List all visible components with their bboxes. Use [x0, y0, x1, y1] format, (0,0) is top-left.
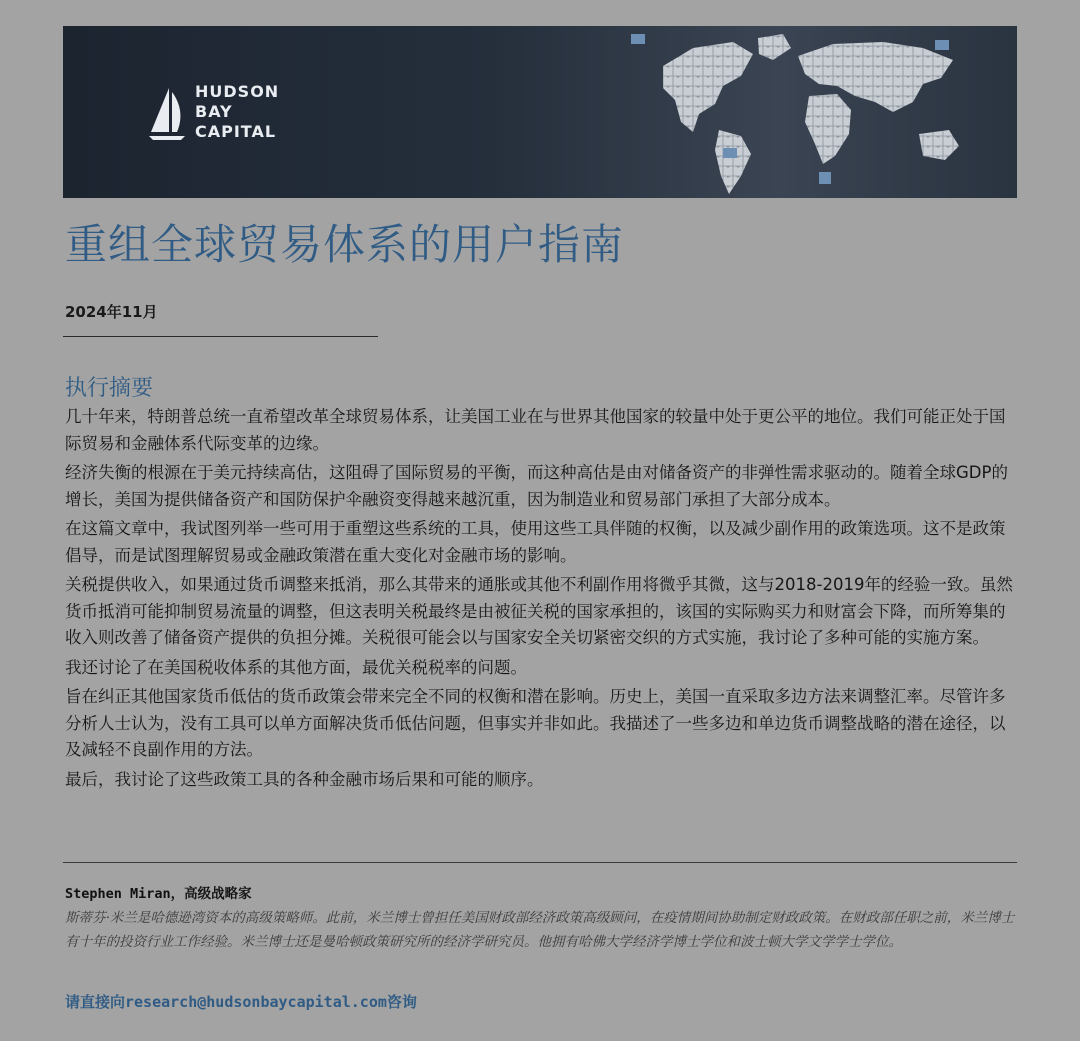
contact-email-link[interactable]: 请直接向research@hudsonbaycapital.com咨询 [65, 993, 417, 1011]
paragraph: 旨在纠正其他国家货币低估的货币政策会带来完全不同的权衡和潜在影响。历史上，美国一直采取多边方法来调整汇率。尽管许多分析人士认为，没有工具可以单方面解决货币低估问题，但事实并非如此。我描述了一些多边和单边货币调整战略的潜在途径，以及减轻不良副作用的方法。 [65, 687, 1006, 759]
paragraph: 我还讨论了在美国税收体系的其他方面，最优关税税率的问题。 [65, 657, 527, 677]
paragraph: 最后，我讨论了这些政策工具的各种金融市场后果和可能的顺序。 [65, 769, 544, 789]
paragraph: 关税提供收入，如果通过货币调整来抵消，那么其带来的通胀或其他不利副作用将微乎其微，这与2018-2019年的经验一致。虽然货币抵消可能抑制贸易流量的调整，但这表明关税最终是由被征关税的国家承担的，该国的实际购买力和财富会下降，而所筹集的收入则改善了储备资产提供的负担分摊。关税很可能会以与国家安全关切紧密交织的方式实施，我讨论了多种可能的实施方案。 [65, 575, 1013, 647]
section-title: 执行摘要 [65, 376, 154, 401]
publication-date: 2024年11月 [65, 303, 158, 321]
sailboat-icon [147, 86, 187, 142]
author-name: Stephen Miran，高级战略家 [65, 886, 252, 902]
header-banner [63, 26, 1017, 198]
logo-line: CAPITAL [195, 122, 277, 141]
document-title: 重组全球贸易体系的用户指南 [65, 220, 625, 269]
world-puzzle-map-icon [623, 26, 1017, 198]
logo-line: BAY [195, 102, 233, 121]
summary-body [65, 404, 1020, 796]
divider [63, 336, 378, 337]
divider [63, 862, 1017, 863]
author-bio: 斯蒂芬·米兰是哈德逊湾资本的高级策略师。此前，米兰博士曾担任美国财政部经济政策高级顾问，在疫情期间协助制定财政政策。在财政部任职之前，米兰博士有十年的投资行业工作经验。米兰博士还是曼哈顿政策研究所的经济学研究员。他拥有哈佛大学经济学博士学位和波士顿大学文学学士学位。 [65, 910, 1015, 950]
company-logo [147, 82, 287, 146]
paragraph: 在这篇文章中，我试图列举一些可用于重塑这些系统的工具，使用这些工具伴随的权衡，以及减少副作用的政策选项。这不是政策倡导，而是试图理解贸易或金融政策潜在重大变化对金融市场的影响。 [65, 519, 1006, 565]
logo-wordmark [195, 82, 279, 142]
paragraph: 经济失衡的根源在于美元持续高估，这阻碍了国际贸易的平衡，而这种高估是由对储备资产的非弹性需求驱动的。随着全球GDP的增长，美国为提供储备资产和国防保护伞融资变得越来越沉重，因为制造业和贸易部门承担了大部分成本。 [65, 463, 1008, 509]
paragraph: 几十年来，特朗普总统一直希望改革全球贸易体系，让美国工业在与世界其他国家的较量中处于更公平的地位。我们可能正处于国际贸易和金融体系代际变革的边缘。 [65, 407, 1006, 453]
logo-line: HUDSON [195, 82, 280, 101]
